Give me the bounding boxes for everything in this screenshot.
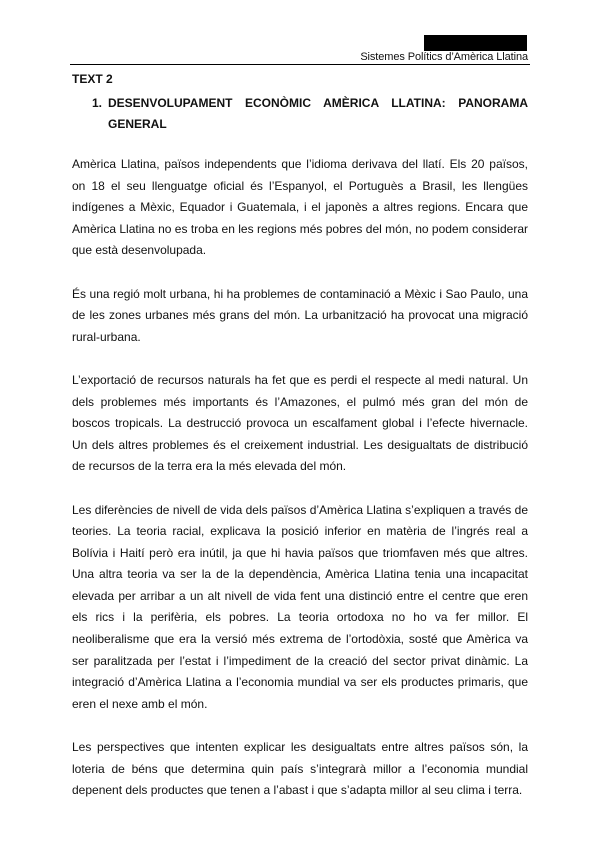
header-rule — [70, 64, 530, 65]
paragraph-1: Amèrica Llatina, països independents que l’idioma derivava del llatí. Els 20 països, on 18 el seu llenguatge oficial és l’Espanyol, el Portuguès a Brasil, les llengües indígenes a Mèxic, Equador i Guatemala, i el japonès a altres regions. Encara que Amèrica Llatina no es troba en les regions més pobres del món, no podem considerar que està desenvolupada. — [72, 157, 528, 258]
section-heading — [92, 93, 528, 135]
paragraph-3: L’exportació de recursos naturals ha fet que es perdi el respecte al medi natural. Un dels problemes més importants és l’Amazones, el pulmó més gran del món de boscos tropicals. La destrucció provoca un escalfament global i l’efecte hivernacle. Un dels altres problemes és el creixement industrial. Les desigualtats de distribució de recursos de la terra era la més elevada del món. — [72, 372, 528, 474]
section-title: DESENVOLUPAMENT ECONÒMIC AMÈRICA LLATINA: PANORAMA GENERAL — [108, 96, 528, 131]
paragraph-2: És una regió molt urbana, hi ha problemes de contaminació a Mèxic i Sao Paulo, una de les zones urbanes més grans del món. La urbanització ha provocat una migració rural-urbana. — [72, 286, 528, 344]
paragraph-5: Les perspectives que intenten explicar les desigualtats entre altres països són, la loteria de béns que determina quin país s’integrarà millor a l’economia mundial depenent dels productes que tenen a l’abast i que s’adapta millor al seu clima i terra. — [72, 740, 528, 798]
text-label: TEXT 2 — [72, 72, 113, 86]
document-body — [72, 71, 528, 823]
redacted-block — [424, 35, 527, 51]
section-number: 1. — [92, 96, 103, 110]
running-header: Sistemes Polítics d’Amèrica Llatina — [360, 51, 528, 63]
paragraphs — [72, 154, 528, 802]
paragraph-4: Les diferències de nivell de vida dels països d’Amèrica Llatina s’expliquen a través de teories. La teoria racial, explicava la posició inferior en matèria de l’ingrés real a Bolívia i Haití però era inútil, ja que hi havia països que triomfaven més que altres. Una altra teoria va ser la de la dependència, Amèrica Llatina tenia una incapacitat elevada per arribar a un alt nivell de vida fent una distinció entre el centre que eren els rics i la perifèria, els pobres. La teoria ortodoxa no ho va fer millor. El neoliberalisme que era la versió més extrema de l’ortodòxia, sosté que Amèrica va ser paralitzada per l’estat i l’impediment de la creació del sector privat dinàmic. La integració d’Amèrica Llatina a l’economia mundial va ser els productes primaris, que eren el nexe amb el món. — [72, 502, 528, 711]
